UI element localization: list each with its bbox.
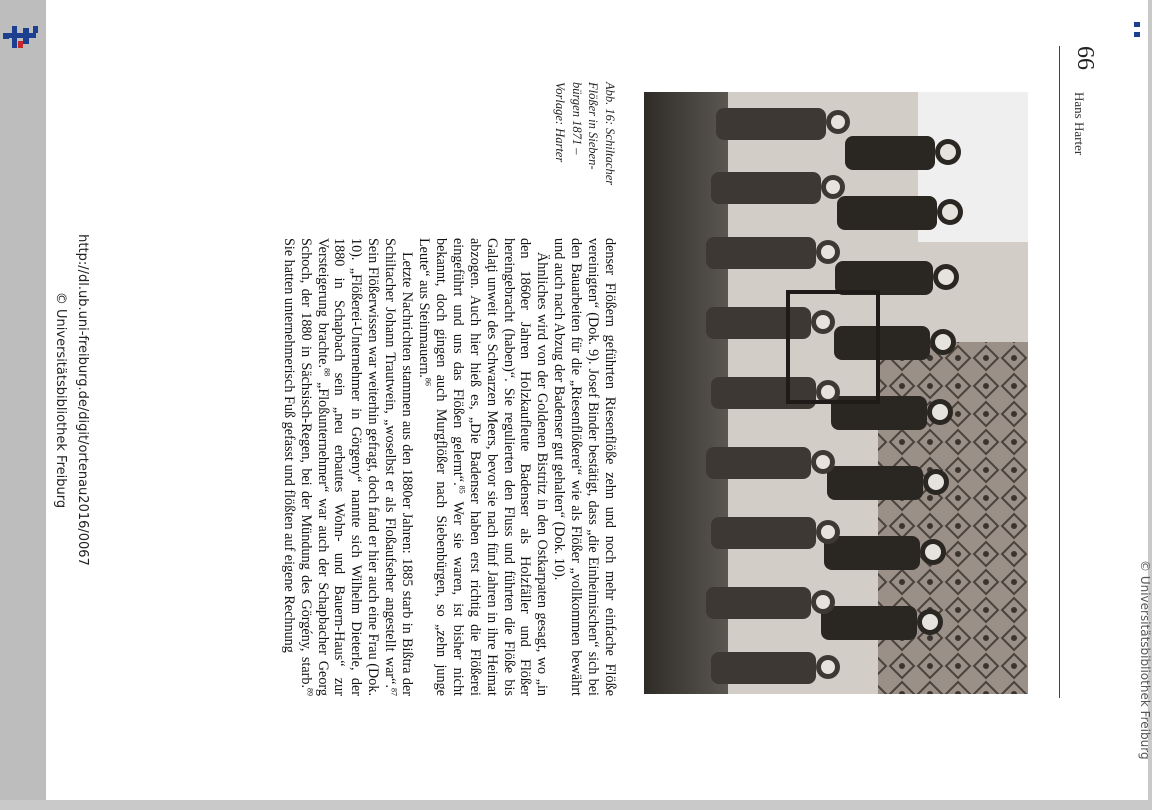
footnote-ref: 88 xyxy=(322,368,332,377)
paragraph: Ähnliches wird von der Goldenen Bistritz in den Ostkarpaten gesagt, wo „in den 1860er Jahren Holzkaufleute Badenser als Holzfäller und Flößer hereingebracht (haben)“. Sie regulierten den Fluss und führten die Flöße bis Galaţi unweit des Schwarzen Meers, bevor sie nach fünf Jahren in ihre Heimat abzogen. Auch hier hieß es, „Die Badenser haben erst richtig die Flößerei eingeführt und uns das Flößen gelernt“.$^{85}$ Wer sie waren, ist bisher nicht bekannt, doch gingen auch Murgflößer nach Siebenbürgen, so „zehn junge Leute“ aus Steinmauern.$^{86}$ xyxy=(416,238,551,696)
footer-strip xyxy=(46,0,102,800)
paragraph: Letzte Nachrichten stammen aus den 1880er Jahren: 1885 starb in Bißtra der Schiltacher Johann Trautwein, „woselbst er als Floßaufseher angestellt war“.$^{87}$ Sein Flößerwissen war weiterhin gefragt, doch fand er hier auch eine Frau (Dok. 10). „Flößerei-Unternehmer in Görgeny“ nannte sich Wilhelm Dieterle, der 1880 in Schapbach sein „neu erbautes Wohn- und Bauern-Haus“ zur Versteigerung brachte.$^{88}$ „Floßunternehmer“ war auch der Schapbacher Georg Schoch, der 1880 in Sächsisch-Regen, bei der Mündung des Görgény, starb.$^{89}$ Sie hatten unternehmerisch Fuß gefasst und flößten auf eigene Rechnung xyxy=(280,238,416,696)
historical-group-photo xyxy=(644,92,1028,694)
caption-line: Vorlage: Harter xyxy=(553,82,568,163)
caption-line: Abb. 16: Schiltacher xyxy=(603,82,617,186)
footnote-ref: 86 xyxy=(423,377,433,386)
viewer-left-margin xyxy=(0,0,46,800)
caption-line: Flößer in Sieben- xyxy=(586,82,601,170)
running-header xyxy=(1058,46,1098,696)
page-number: 66 xyxy=(1072,46,1098,70)
footnote-ref: 85 xyxy=(457,485,467,494)
figure-caption xyxy=(552,82,618,192)
library-logo-icon xyxy=(3,24,41,54)
rotated-page-content xyxy=(46,0,1152,800)
caption-line: bürgen 1871 – xyxy=(570,82,584,155)
body-text xyxy=(280,238,618,696)
copyright-notice: © Universitätsbibliothek Freiburg xyxy=(53,291,68,509)
footnote-ref: 87 xyxy=(389,688,399,696)
footnote-ref: 89 xyxy=(305,688,315,696)
paragraph: denser Flößern geführten Riesenflöße zehn und noch mehr einfache Flöße vereinigten“ (Dok. 9). Josef Binder bestätigt, dass „die Einheimischen“ sich bei den Bauarbeiten für die „Riesenflößerei“ wie als Flößer „vollkommen bewährt und auch nach Abzug der Badenser gut gehalten“ (Dok. 10). xyxy=(551,238,618,696)
faded-copyright: © Universitätsbibliothek Freiburg xyxy=(1138,560,1152,760)
header-author: Hans Harter xyxy=(1072,92,1087,156)
header-divider xyxy=(1059,46,1060,698)
document-url[interactable]: http://dl.ub.uni-freiburg.de/digit/ortenau2016/0067 xyxy=(75,234,90,566)
